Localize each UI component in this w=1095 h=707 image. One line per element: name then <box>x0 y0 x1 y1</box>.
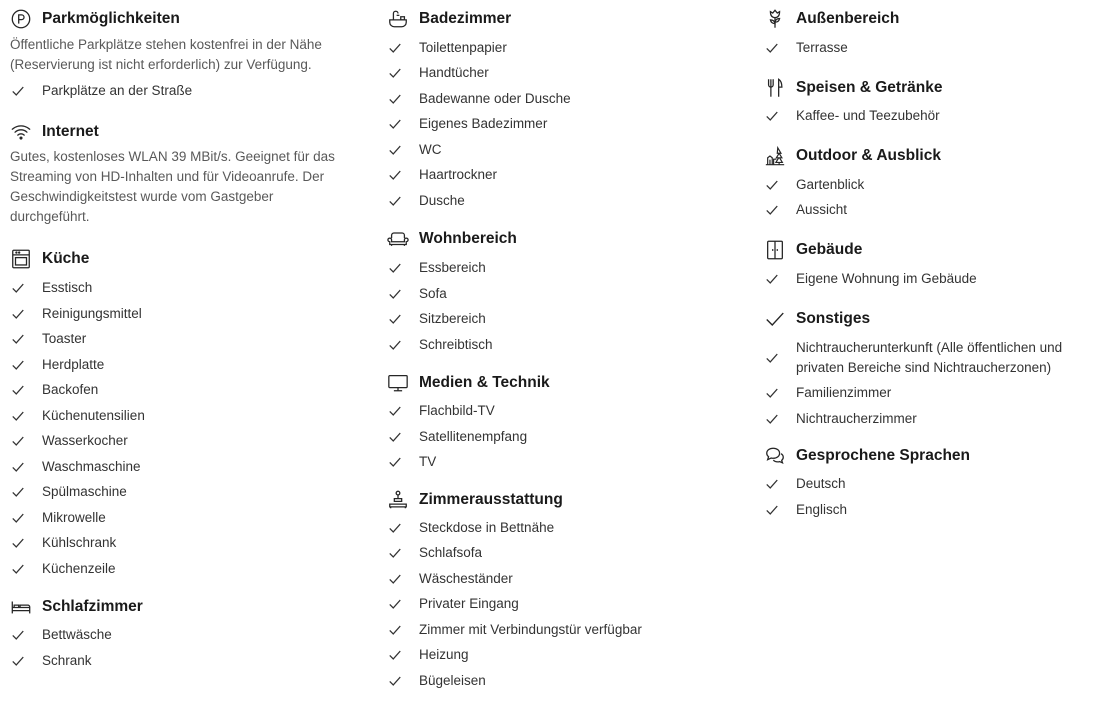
item-list <box>10 276 360 582</box>
list-item <box>10 505 360 531</box>
list-item <box>10 429 360 455</box>
section-bathroom <box>387 8 737 214</box>
list-item <box>387 86 737 112</box>
list-item <box>387 617 737 643</box>
section-title: Zimmerausstattung <box>419 491 563 508</box>
wifi-icon <box>10 121 32 143</box>
check-icon <box>387 623 419 637</box>
check-icon <box>764 203 796 217</box>
facilities-column-2 <box>387 8 737 694</box>
item-label: Herdplatte <box>42 356 105 372</box>
list-item <box>387 450 737 476</box>
item-list <box>764 266 1084 292</box>
item-label: Nichtraucherzimmer <box>796 410 917 426</box>
section-header <box>10 8 360 30</box>
check-icon <box>10 332 42 346</box>
section-title: Medien & Technik <box>419 373 550 391</box>
list-item <box>764 406 1084 432</box>
item-label: Mikrowelle <box>42 509 106 525</box>
oven-icon <box>10 248 32 270</box>
item-label: Nichtraucherunterkunft (Alle öffentlichen und privaten Bereiche sind Nichtraucherzonen) <box>796 339 1063 375</box>
list-item <box>10 378 360 404</box>
item-list <box>764 172 1084 223</box>
section-header <box>387 228 737 250</box>
section-title: Sonstiges <box>796 309 871 327</box>
check-icon <box>387 312 419 326</box>
list-item <box>764 472 1084 498</box>
check-icon <box>387 521 419 535</box>
parking-icon <box>10 8 32 30</box>
item-label: Dusche <box>419 192 465 208</box>
list-item <box>387 188 737 214</box>
check-icon <box>387 572 419 586</box>
list-item <box>387 424 737 450</box>
list-item <box>10 352 360 378</box>
list-item <box>387 256 737 282</box>
list-item <box>764 266 1084 292</box>
section-internet <box>10 121 360 227</box>
check-icon <box>10 84 42 98</box>
section-title: Speisen & Getränke <box>796 78 943 96</box>
list-item <box>10 327 360 353</box>
check-icon <box>10 409 42 423</box>
list-item <box>387 307 737 333</box>
list-item <box>387 541 737 567</box>
section-languages <box>764 445 1084 523</box>
check-icon <box>10 358 42 372</box>
landscape-icon <box>764 145 786 167</box>
item-label: Heizung <box>419 647 469 663</box>
list-item <box>10 556 360 582</box>
check-icon <box>387 287 419 301</box>
item-list <box>764 35 1084 61</box>
list-item <box>387 137 737 163</box>
list-item <box>387 399 737 425</box>
item-label: Gartenblick <box>796 176 865 192</box>
check-icon <box>10 434 42 448</box>
check-icon <box>387 168 419 182</box>
item-label: Spülmaschine <box>42 484 127 500</box>
list-item <box>10 78 360 104</box>
facilities-column-3 <box>764 8 1084 523</box>
tv-icon <box>387 372 409 394</box>
item-list <box>10 78 360 104</box>
item-label: Satellitenempfang <box>419 428 528 444</box>
list-item <box>764 198 1084 224</box>
section-header <box>764 145 1084 167</box>
check-icon <box>387 338 419 352</box>
section-header <box>10 121 360 143</box>
sofa-icon <box>387 228 409 250</box>
item-label: Sitzbereich <box>419 311 486 327</box>
section-title: Küche <box>42 249 90 267</box>
item-label: Sofa <box>419 285 447 301</box>
list-item <box>764 172 1084 198</box>
item-label: Schlafsofa <box>419 545 483 561</box>
list-item <box>387 281 737 307</box>
item-label: Schreibtisch <box>419 336 493 352</box>
flower-icon <box>764 8 786 30</box>
bathtub-icon <box>387 8 409 30</box>
check-icon <box>10 485 42 499</box>
list-item <box>10 623 360 649</box>
section-title: Wohnbereich <box>419 229 517 247</box>
check-icon <box>10 281 42 295</box>
item-list <box>764 472 1084 523</box>
list-item <box>10 531 360 557</box>
check-icon <box>764 272 796 286</box>
item-label: Haartrockner <box>419 167 498 183</box>
section-bedroom <box>10 596 360 674</box>
check-icon <box>764 109 796 123</box>
item-label: Parkplätze an der Straße <box>42 82 193 98</box>
section-title: Internet <box>42 122 99 140</box>
check-icon <box>10 628 42 642</box>
list-item <box>764 35 1084 61</box>
item-label: Eigene Wohnung im Gebäude <box>796 270 977 286</box>
list-item <box>764 104 1084 130</box>
item-label: Küchenutensilien <box>42 407 145 423</box>
checkmark-icon <box>764 308 786 330</box>
check-icon <box>10 511 42 525</box>
item-list <box>387 35 737 214</box>
section-title: Badezimmer <box>419 10 512 27</box>
item-label: Terrasse <box>796 39 848 55</box>
item-label: TV <box>419 454 437 470</box>
list-item <box>387 515 737 541</box>
section-header <box>764 77 1084 99</box>
check-icon <box>387 41 419 55</box>
item-label: Toaster <box>42 331 87 347</box>
item-list <box>764 104 1084 130</box>
check-icon <box>10 536 42 550</box>
check-icon <box>10 383 42 397</box>
item-list <box>387 515 737 694</box>
check-icon <box>387 117 419 131</box>
list-item <box>387 112 737 138</box>
section-food-drink <box>764 77 1084 130</box>
item-label: Essbereich <box>419 260 486 276</box>
item-label: Privater Eingang <box>419 596 519 612</box>
item-label: Badewanne oder Dusche <box>419 90 571 106</box>
item-list <box>387 399 737 476</box>
item-label: Wäscheständer <box>419 570 513 586</box>
section-title: Outdoor & Ausblick <box>796 147 941 164</box>
section-header <box>764 8 1084 30</box>
check-icon <box>10 460 42 474</box>
item-label: Waschmaschine <box>42 458 141 474</box>
section-building <box>764 239 1084 292</box>
check-icon <box>387 648 419 662</box>
list-item <box>10 480 360 506</box>
item-label: Englisch <box>796 501 848 517</box>
item-label: Bettwäsche <box>42 627 112 643</box>
item-label: Handtücher <box>419 65 489 81</box>
section-kitchen <box>10 248 360 582</box>
check-icon <box>764 178 796 192</box>
list-item <box>10 648 360 674</box>
list-item <box>387 668 737 694</box>
room-amenities-icon <box>387 489 409 511</box>
item-list <box>764 335 1084 432</box>
item-label: Kaffee- und Teezubehör <box>796 108 940 124</box>
section-header <box>10 596 360 618</box>
item-label: Familienzimmer <box>796 385 892 401</box>
check-icon <box>387 597 419 611</box>
section-title: Parkmöglichkeiten <box>42 10 180 27</box>
item-label: Flachbild-TV <box>419 403 495 419</box>
check-icon <box>387 674 419 688</box>
section-description: Öffentliche Parkplätze stehen kostenfrei in der Nähe (Reservierung ist nicht erforderlich) zur Verfügung. <box>10 37 322 72</box>
list-item <box>387 35 737 61</box>
item-label: Steckdose in Bettnähe <box>419 519 555 535</box>
item-label: Küchenzeile <box>42 560 116 576</box>
section-title: Gesprochene Sprachen <box>796 446 971 464</box>
item-list <box>387 256 737 358</box>
check-icon <box>10 562 42 576</box>
bed-icon <box>10 596 32 618</box>
section-header <box>387 372 737 394</box>
list-item <box>387 163 737 189</box>
fork-knife-icon <box>764 77 786 99</box>
section-living-area <box>387 228 737 358</box>
check-icon <box>764 386 796 400</box>
facilities-column-1 <box>10 8 360 674</box>
list-item <box>10 403 360 429</box>
item-label: Kühlschrank <box>42 535 117 551</box>
check-icon <box>764 503 796 517</box>
check-icon <box>764 412 796 426</box>
item-label: Bügeleisen <box>419 672 486 688</box>
check-icon <box>764 41 796 55</box>
list-item <box>10 301 360 327</box>
section-title: Außenbereich <box>796 10 900 27</box>
check-icon <box>387 194 419 208</box>
item-label: Zimmer mit Verbindungstür verfügbar <box>419 621 642 637</box>
section-header <box>764 445 1084 467</box>
item-label: Esstisch <box>42 280 93 296</box>
section-header <box>764 308 1084 330</box>
check-icon <box>10 307 42 321</box>
item-label: Backofen <box>42 382 99 398</box>
check-icon <box>387 143 419 157</box>
section-title: Schlafzimmer <box>42 597 143 615</box>
check-icon <box>764 351 796 365</box>
section-header <box>10 248 360 270</box>
section-outdoor-area <box>764 8 1084 61</box>
list-item <box>764 335 1084 381</box>
check-icon <box>387 455 419 469</box>
item-label: Aussicht <box>796 202 848 218</box>
list-item <box>764 497 1084 523</box>
check-icon <box>387 404 419 418</box>
list-item <box>387 592 737 618</box>
item-label: Reinigungsmittel <box>42 305 142 321</box>
door-icon <box>764 239 786 261</box>
list-item <box>10 276 360 302</box>
check-icon <box>387 66 419 80</box>
item-label: WC <box>419 141 442 157</box>
section-miscellaneous <box>764 308 1084 432</box>
section-title: Gebäude <box>796 241 863 258</box>
list-item <box>764 381 1084 407</box>
check-icon <box>387 92 419 106</box>
check-icon <box>764 477 796 491</box>
check-icon <box>387 261 419 275</box>
list-item <box>387 643 737 669</box>
list-item <box>10 454 360 480</box>
item-label: Toilettenpapier <box>419 39 507 55</box>
item-label: Eigenes Badezimmer <box>419 116 548 132</box>
item-label: Wasserkocher <box>42 433 128 449</box>
section-header <box>387 8 737 30</box>
item-list <box>10 623 360 674</box>
check-icon <box>387 546 419 560</box>
section-header <box>387 489 737 511</box>
item-label: Deutsch <box>796 476 846 492</box>
section-parking <box>10 8 360 104</box>
check-icon <box>10 654 42 668</box>
list-item <box>387 332 737 358</box>
speech-bubbles-icon <box>764 445 786 467</box>
section-description: Gutes, kostenloses WLAN 39 MBit/s. Geeignet für das Streaming von HD-Inhalten und für Videoanrufe. Der Geschwindigkeitstest wurde vom Gastgeber durchgeführt. <box>10 148 335 224</box>
section-room-amenities <box>387 489 737 694</box>
section-media <box>387 372 737 476</box>
check-icon <box>387 430 419 444</box>
list-item <box>387 566 737 592</box>
section-header <box>764 239 1084 261</box>
item-label: Schrank <box>42 652 92 668</box>
section-outdoor-view <box>764 145 1084 223</box>
list-item <box>387 61 737 87</box>
